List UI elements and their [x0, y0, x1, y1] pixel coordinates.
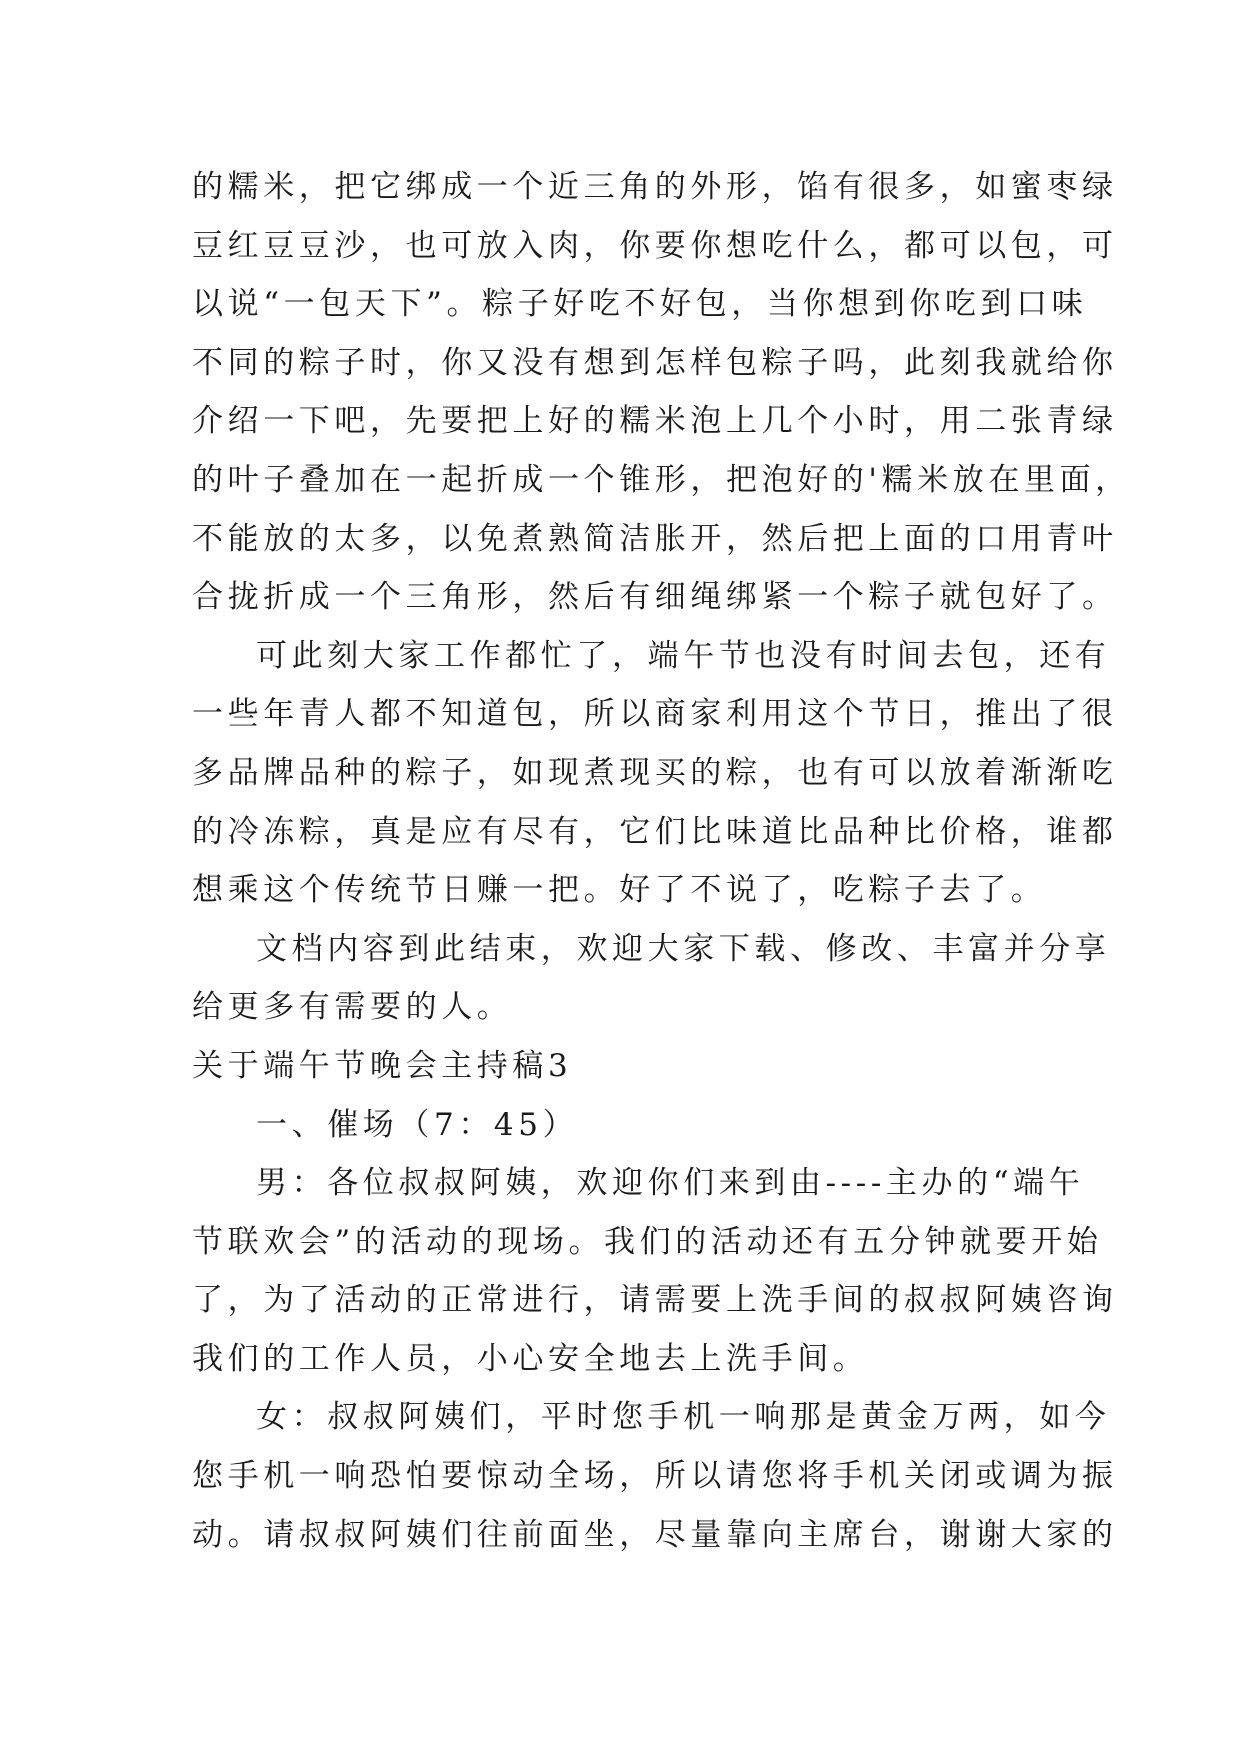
paragraph-start-line: 男：各位叔叔阿姨，欢迎你们来到由----主办的“端午 [256, 1165, 1085, 1202]
text-line: 给更多有需要的人。 [192, 989, 513, 1026]
text-line: 节联欢会”的活动的现场。我们的活动还有五分钟就要开始 [192, 1223, 1103, 1260]
text-line: 以说“一包天下”。粽子好吃不好包，当你想到你吃到口味 [192, 286, 1088, 323]
text-line: 介绍一下吧，先要把上好的糯米泡上几个小时，用二张青绿 [192, 403, 1118, 440]
text-line: 我们的工作人员，小心安全地去上洗手间。 [192, 1340, 869, 1377]
section-heading: 关于端午节晚会主持稿3 [192, 1047, 573, 1084]
text-line: 了，为了活动的正常进行，请需要上洗手间的叔叔阿姨咨询 [192, 1282, 1118, 1319]
text-line: 的冷冻粽，真是应有尽有，它们比味道比品种比价格，谁都 [192, 813, 1118, 850]
text-line: 想乘这个传统节日赚一把。好了不说了，吃粽子去了。 [192, 872, 1047, 909]
paragraph-start-line: 可此刻大家工作都忙了，端午节也没有时间去包，还有 [256, 637, 1111, 674]
text-line: 不同的粽子时，你又没有想到怎样包粽子吗，此刻我就给你 [192, 344, 1118, 381]
text-line: 一些年青人都不知道包，所以商家利用这个节日，推出了很 [192, 696, 1118, 733]
text-line: 的叶子叠加在一起折成一个锥形，把泡好的'糯米放在里面， [192, 461, 1131, 498]
subsection-heading: 一、催场（7：45） [256, 1106, 579, 1143]
text-line: 豆红豆豆沙，也可放入肉，你要你想吃什么，都可以包，可 [192, 227, 1118, 264]
paragraph-start-line: 文档内容到此结束，欢迎大家下载、修改、丰富并分享 [256, 930, 1111, 967]
paragraph-start-line: 女：叔叔阿姨们，平时您手机一响那是黄金万两，如今 [256, 1399, 1111, 1436]
text-line: 合拢折成一个三角形，然后有细绳绑紧一个粽子就包好了。 [192, 579, 1118, 616]
document-body [192, 158, 1131, 1564]
text-line: 的糯米，把它绑成一个近三角的外形，馅有很多，如蜜枣绿 [192, 169, 1118, 205]
text-line: 不能放的太多，以免煮熟简洁胀开，然后把上面的口用青叶 [192, 520, 1118, 557]
text-line: 动。请叔叔阿姨们往前面坐，尽量靠向主席台，谢谢大家的 [192, 1516, 1118, 1553]
text-line: 多品牌品种的粽子，如现煮现买的粽，也有可以放着渐渐吃 [192, 754, 1118, 791]
text-line: 您手机一响恐怕要惊动全场，所以请您将手机关闭或调为振 [192, 1458, 1118, 1495]
